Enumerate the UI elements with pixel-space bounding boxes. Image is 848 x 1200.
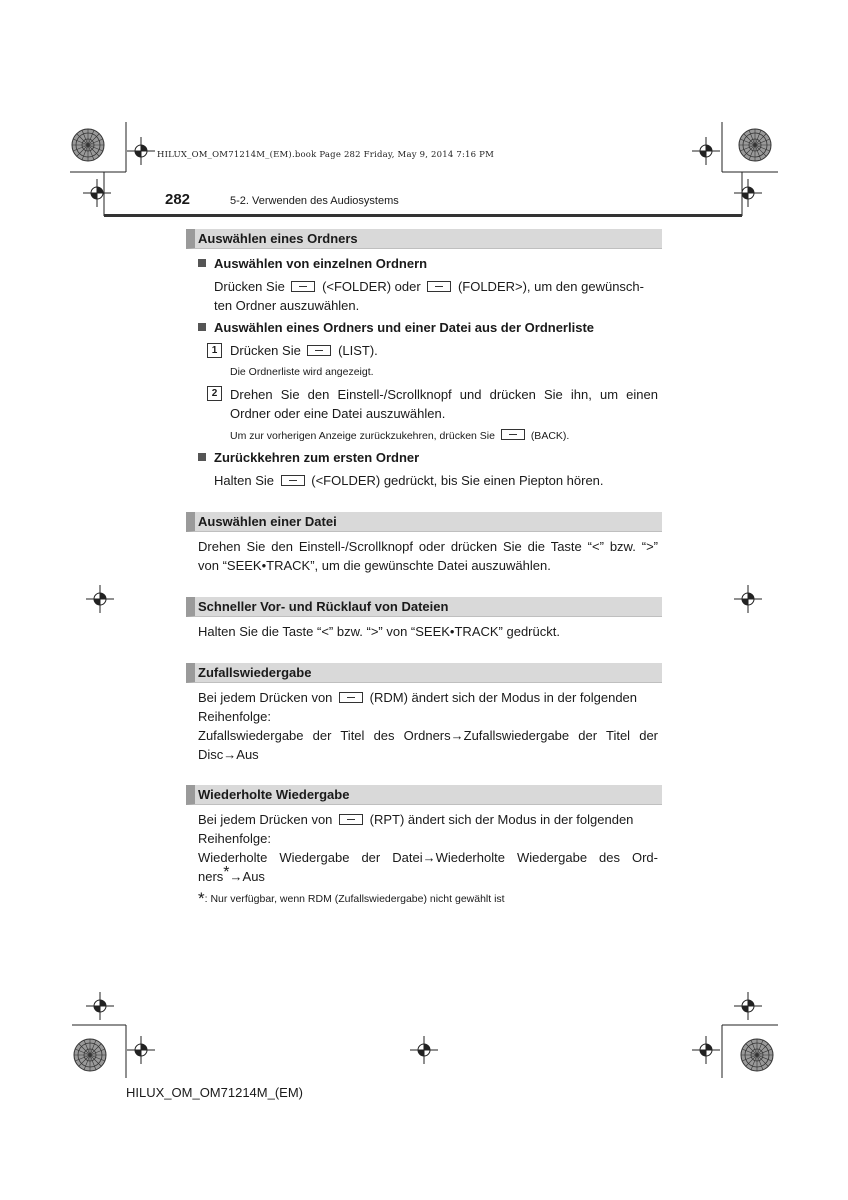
step-number-2: 2 — [207, 386, 222, 401]
paragraph-first-folder: Halten Sie (<FOLDER) gedrückt, bis Sie einen Piepton hören. — [214, 473, 604, 488]
paragraph-repeat: Bei jedem Drücken von (RPT) ändert sich der Modus in der folgenden Reihenfolge: Wiederholte Wiedergabe der Datei→Wiederholte Wiedergabe des Ord- ners*→Aus — [198, 812, 658, 884]
folder-down-button-icon — [291, 281, 315, 292]
print-info-line: HILUX_OM_OM71214M_(EM).book Page 282 Friday, May 9, 2014 7:16 PM — [157, 150, 494, 160]
step-number-1: 1 — [207, 343, 222, 358]
section-heading-file: Auswählen einer Datei — [186, 512, 662, 532]
subheading-single-folder: Auswählen von einzelnen Ordnern — [198, 256, 427, 271]
section-heading-folder: Auswählen eines Ordners — [186, 229, 662, 249]
crosshair-mark-icon — [127, 137, 155, 165]
section-heading-repeat: Wiederholte Wiedergabe — [186, 785, 662, 805]
crosshair-mark-icon — [86, 992, 114, 1020]
crosshair-mark-icon — [692, 137, 720, 165]
subheading-folder-list: Auswählen eines Ordners und einer Datei aus der Ordnerliste — [198, 320, 594, 335]
step-2-note: Um zur vorherigen Anzeige zurückzukehren, drücken Sie (BACK). — [230, 430, 570, 442]
rdm-button-icon — [339, 692, 363, 703]
crosshair-mark-icon — [86, 585, 114, 613]
folder-up-button-icon — [427, 281, 451, 292]
folder-down-button-icon — [281, 475, 305, 486]
section-heading-fast-forward: Schneller Vor- und Rücklauf von Dateien — [186, 597, 662, 617]
step-1-text: Drücken Sie (LIST). — [230, 343, 378, 358]
paragraph-single-folder: Drücken Sie (<FOLDER) oder (FOLDER>), um den gewünsch- ten Ordner auszuwählen. — [214, 279, 644, 313]
list-button-icon — [307, 345, 331, 356]
back-button-icon — [501, 429, 525, 440]
document-footer-code: HILUX_OM_OM71214M_(EM) — [126, 1085, 303, 1100]
paragraph-select-file: Drehen Sie den Einstell-/Scrollknopf oder drücken Sie die Taste “<” bzw. “>” von “SEEK•TRACK”, um die gewünschte Datei auszuwählen. — [198, 539, 658, 573]
crosshair-mark-icon — [734, 992, 762, 1020]
subheading-first-folder: Zurückkehren zum ersten Ordner — [198, 450, 419, 465]
paragraph-random: Bei jedem Drücken von (RDM) ändert sich der Modus in der folgenden Reihenfolge: Zufallswiedergabe der Titel des Ordners→Zufallswiedergabe der Titel der Disc→Aus — [198, 690, 658, 762]
step-1-note: Die Ordnerliste wird angezeigt. — [230, 366, 374, 378]
crosshair-mark-icon — [734, 585, 762, 613]
crosshair-mark-icon — [410, 1036, 438, 1064]
starburst-mark-icon — [739, 129, 771, 161]
crosshair-mark-icon — [692, 1036, 720, 1064]
section-heading-random: Zufallswiedergabe — [186, 663, 662, 683]
footnote: *: Nur verfügbar, wenn RDM (Zufallswiedergabe) nicht gewählt ist — [198, 889, 505, 908]
section-breadcrumb: 5-2. Verwenden des Audiosystems — [230, 195, 399, 207]
footnote-marker: * — [223, 864, 230, 881]
starburst-mark-icon — [741, 1039, 773, 1071]
crosshair-mark-icon — [127, 1036, 155, 1064]
crosshair-mark-icon — [83, 179, 111, 207]
rpt-button-icon — [339, 814, 363, 825]
step-2-text: Drehen Sie den Einstell-/Scrollknopf und drücken Sie ihn, um einen Ordner oder eine Datei auszuwählen. — [230, 387, 658, 421]
page-number: 282 — [165, 191, 191, 208]
starburst-mark-icon — [74, 1039, 106, 1071]
header-rule — [104, 214, 742, 217]
crosshair-mark-icon — [734, 179, 762, 207]
paragraph-fast-forward: Halten Sie die Taste “<” bzw. “>” von “SEEK•TRACK” gedrückt. — [198, 624, 560, 639]
starburst-mark-icon — [72, 129, 104, 161]
